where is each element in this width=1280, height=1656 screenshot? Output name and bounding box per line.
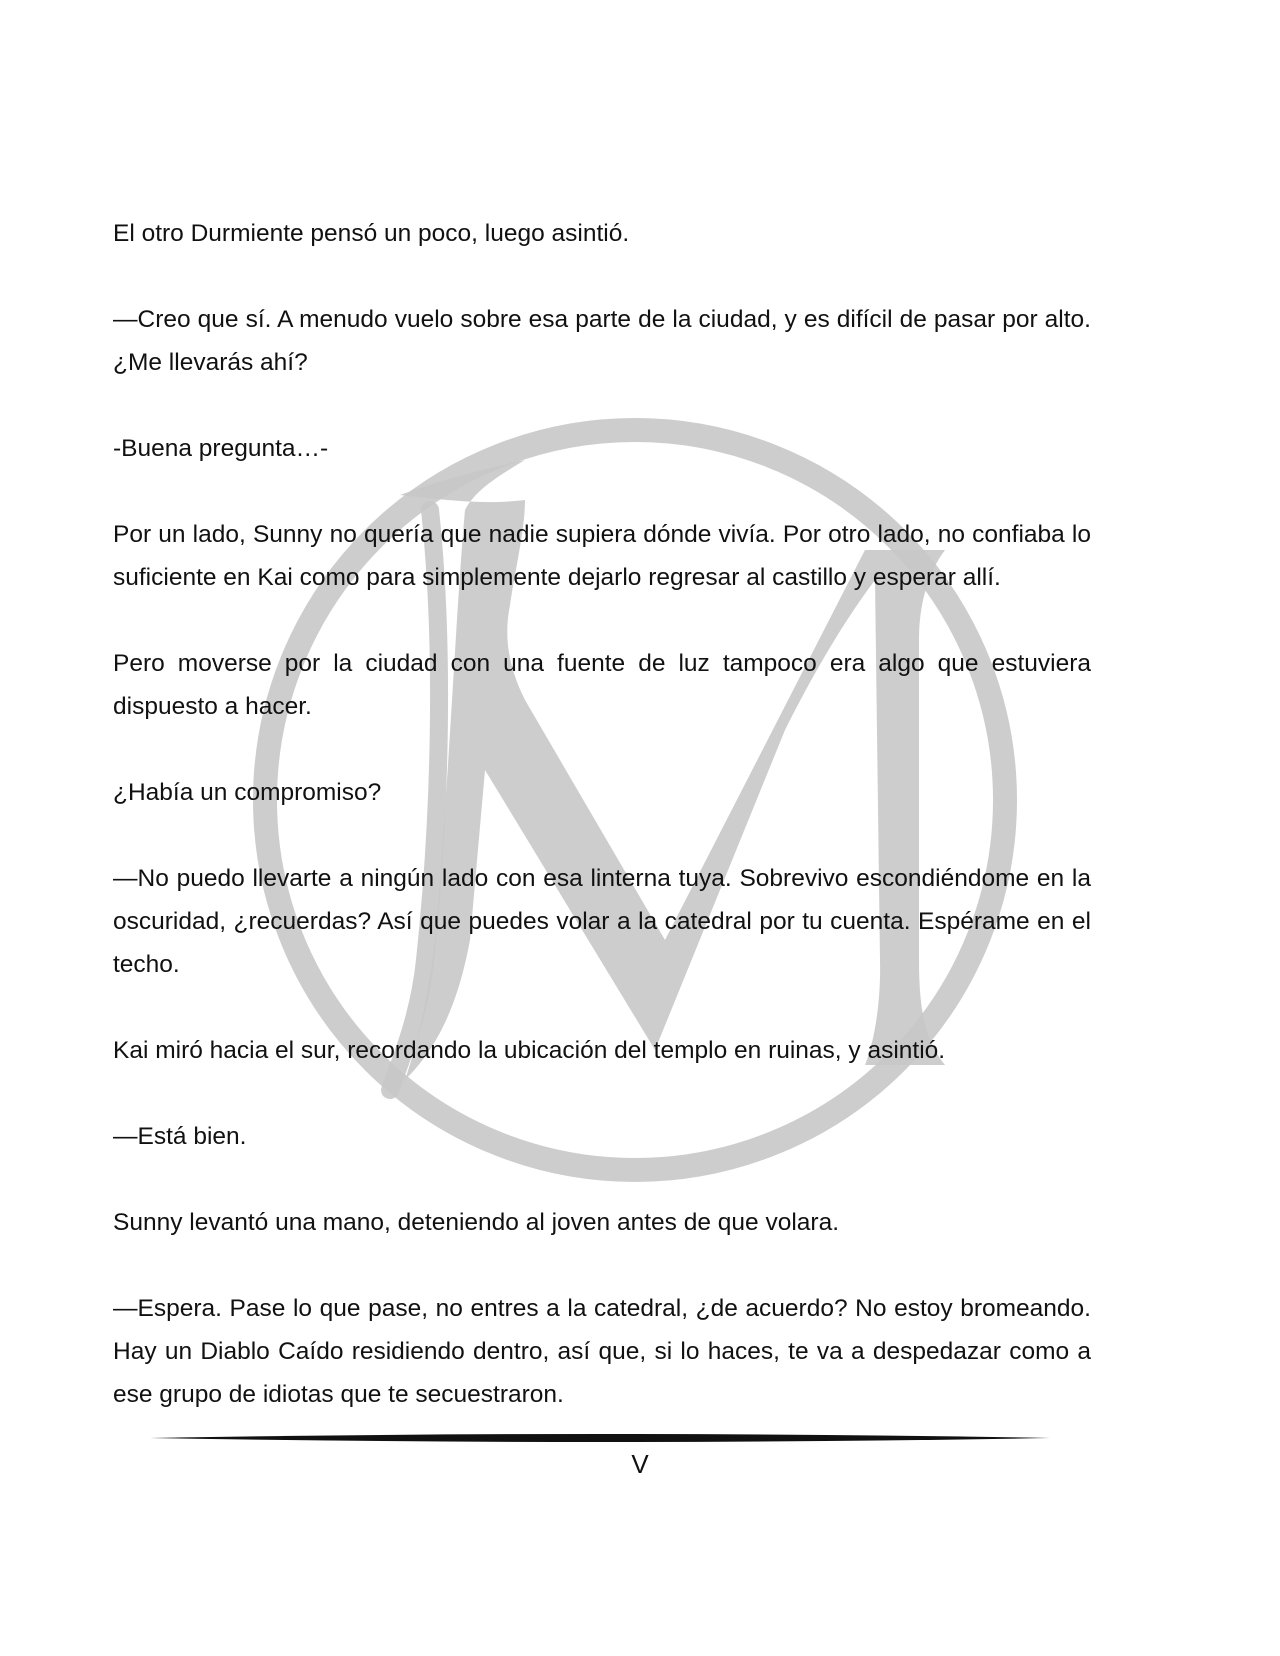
- paragraph: Sunny levantó una mano, deteniendo al joven antes de que volara.: [113, 1209, 840, 1236]
- page-number: V: [631, 1449, 649, 1479]
- paragraph: ¿Había un compromiso?: [113, 779, 382, 806]
- paragraph: Kai miró hacia el sur, recordando la ubicación del templo en ruinas, y asintió.: [113, 1037, 946, 1064]
- paragraph: —Espera. Pase lo que pase, no entres a la catedral, ¿de acuerdo? No estoy bromeando. Hay un Diablo Caído residiendo dentro, así que, si lo haces, te va a despedazar como a ese grupo de idiotas que te secuestraron.: [113, 1295, 1091, 1408]
- paragraph: -Buena pregunta…-: [113, 435, 329, 462]
- paragraph: —Está bien.: [113, 1123, 247, 1150]
- paragraph: Por un lado, Sunny no quería que nadie supiera dónde vivía. Por otro lado, no confiaba lo suficiente en Kai como para simplemente dejarlo regresar al castillo y esperar allí.: [113, 521, 1091, 591]
- paragraph: —Creo que sí. A menudo vuelo sobre esa parte de la ciudad, y es difícil de pasar por alto. ¿Me llevarás ahí?: [113, 306, 1091, 376]
- body-text: [113, 212, 1091, 1459]
- paragraph: El otro Durmiente pensó un poco, luego asintió.: [113, 220, 630, 247]
- footer-divider: [150, 1432, 1050, 1444]
- paragraph: —No puedo llevarte a ningún lado con esa linterna tuya. Sobrevivo escondiéndome en la oscuridad, ¿recuerdas? Así que puedes volar a la catedral por tu cuenta. Espérame en el techo.: [113, 865, 1091, 978]
- paragraph: Pero moverse por la ciudad con una fuente de luz tampoco era algo que estuviera dispuesto a hacer.: [113, 650, 1091, 720]
